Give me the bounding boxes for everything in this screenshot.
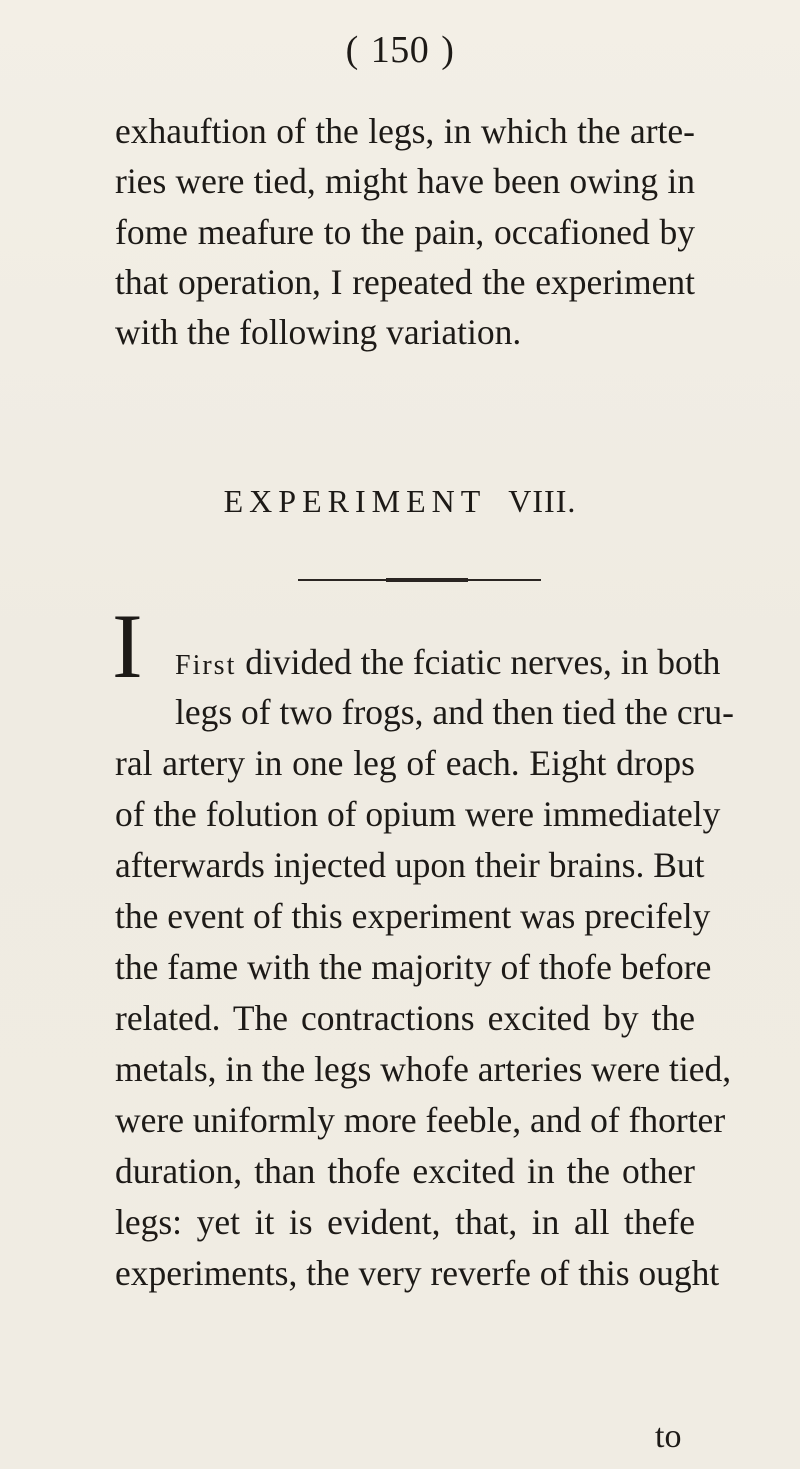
paragraph-2-line: ral artery in one leg of each. Eight drops — [115, 743, 695, 783]
heading-word: EXPERIMENT — [223, 483, 487, 519]
drop-cap: I — [112, 595, 143, 697]
paragraph-2-first-line — [175, 642, 721, 682]
paragraph-2-line: the fame with the majority of thofe before — [115, 947, 712, 987]
close-paren: ) — [441, 29, 455, 71]
section-heading — [0, 483, 800, 520]
paragraph-2-line: afterwards injected upon their brains. But — [115, 845, 705, 885]
paragraph-2-line: the event of this experiment was precifely — [115, 896, 711, 936]
open-paren: ( — [345, 29, 359, 71]
heading-number: VIII. — [508, 483, 577, 519]
paragraph-1-line: ries were tied, might have been owing in — [115, 161, 695, 201]
paragraph-2-line: legs: yet it is evident, that, in all thefe — [115, 1202, 695, 1242]
page-number-value: 150 — [370, 29, 430, 71]
first-line-rest: divided the fciatic nerves, in both — [245, 642, 721, 682]
paragraph-2-line: were uniformly more feeble, and of fhorter — [115, 1100, 726, 1140]
paragraph-2-line: experiments, the very reverfe of this ought — [115, 1253, 720, 1293]
paragraph-1-line: fome meafure to the pain, occafioned by — [115, 212, 695, 252]
paragraph-1-line: with the following variation. — [115, 312, 522, 352]
paragraph-2-line: duration, than thofe excited in the other — [115, 1151, 695, 1191]
paragraph-2-line: of the folution of opium were immediately — [115, 794, 721, 834]
paragraph-2-line: legs of two frogs, and then tied the cru- — [175, 692, 734, 732]
catchword: to — [655, 1418, 682, 1455]
paragraph-2-line: related. The contractions excited by the — [115, 998, 695, 1038]
paragraph-2-line: metals, in the legs whofe arteries were tied, — [115, 1049, 732, 1089]
paragraph-1-line: exhauftion of the legs, in which the arte- — [115, 111, 695, 151]
page-number — [0, 28, 800, 72]
paragraph-1-line: that operation, I repeated the experiment — [115, 262, 695, 302]
section-divider-center — [386, 578, 468, 582]
first-word: First — [175, 650, 237, 681]
